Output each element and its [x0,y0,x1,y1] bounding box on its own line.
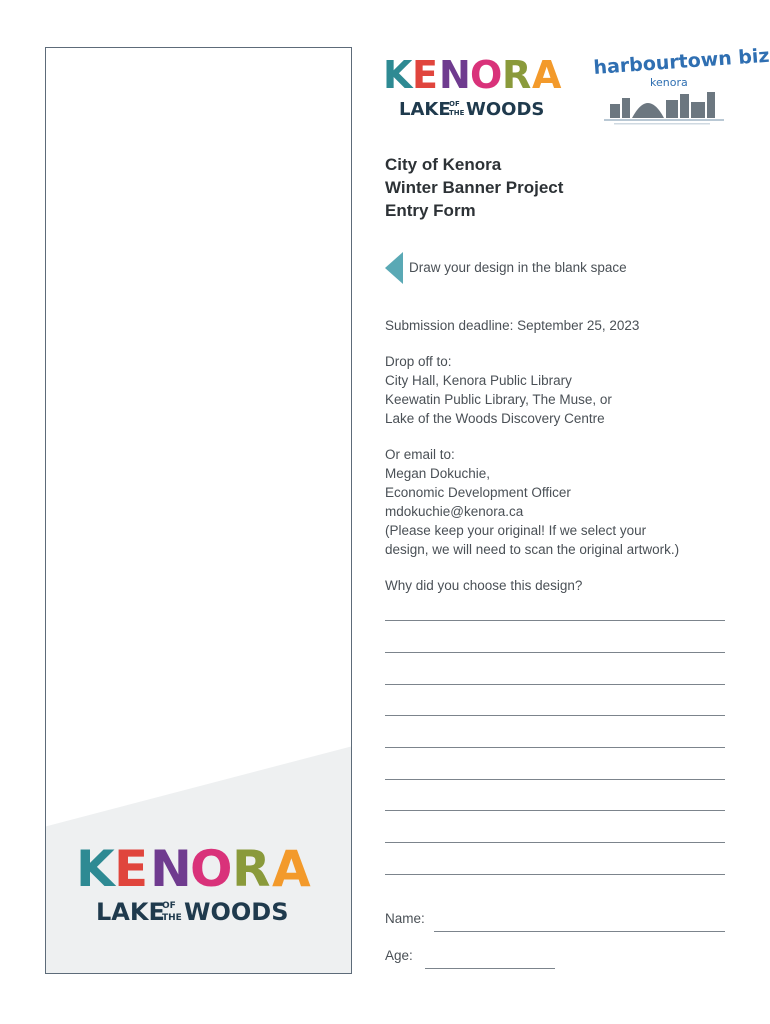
logo-woods-text: WOODS [184,898,289,926]
answer-line[interactable] [385,747,725,748]
question-text: Why did you choose this design? [385,578,583,593]
svg-text:A: A [272,840,311,898]
name-input-line[interactable] [434,931,725,932]
email-block [385,445,730,559]
answer-line[interactable] [385,779,725,780]
svg-text:E: E [412,53,438,97]
logo-the-text: THE [162,913,182,923]
svg-text:A: A [532,53,562,97]
banner-diagonal-background [46,48,351,973]
answer-line[interactable] [385,874,725,875]
svg-text:kenora: kenora [650,76,688,89]
contact-email: mdokuchie@kenora.ca [385,504,524,519]
contact-role: Economic Development Officer [385,485,571,500]
banner-drawing-area [45,47,352,974]
deadline-text: Submission deadline: September 25, 2023 [385,318,640,333]
answer-line[interactable] [385,652,725,653]
svg-text:OF: OF [449,100,460,108]
name-label: Name: [385,911,425,926]
svg-text:K: K [383,53,413,97]
answer-line[interactable] [385,684,725,685]
svg-text:WOODS: WOODS [466,99,545,120]
answer-line[interactable] [385,842,725,843]
svg-text:N: N [439,53,471,97]
svg-text:O: O [470,53,503,97]
dropoff-line-2: Keewatin Public Library, The Muse, or [385,392,612,407]
logo-of-text: OF [162,901,176,911]
note-line-2: design, we will need to scan the original artwork.) [385,542,680,557]
answer-line[interactable] [385,715,725,716]
title-line-1: City of Kenora [385,155,502,174]
svg-text:O: O [190,840,233,898]
svg-text:R: R [502,53,532,97]
svg-text:LAKE: LAKE [399,99,451,120]
left-arrow-icon [385,252,403,284]
svg-text:R: R [232,840,271,898]
dropoff-line-3: Lake of the Woods Discovery Centre [385,411,605,426]
harbourtown-biz-logo [590,44,770,128]
answer-line[interactable] [385,810,725,811]
instruction-callout [385,252,725,284]
svg-text:E: E [114,840,149,898]
svg-text:THE: THE [449,109,465,117]
dropoff-block [385,352,730,428]
kenora-lake-of-the-woods-logo [383,52,573,120]
question-block [385,576,730,595]
contact-name: Megan Dokuchie, [385,466,491,481]
age-input-line[interactable] [425,968,555,969]
note-line-1: (Please keep your original! If we select your [385,523,647,538]
title-line-2: Winter Banner Project [385,178,564,197]
svg-text:K: K [76,840,115,898]
age-label: Age: [385,948,413,963]
kenora-lake-of-the-woods-logo-large [76,838,326,928]
title-line-3: Entry Form [385,201,476,220]
form-title [385,153,725,222]
answer-line[interactable] [385,620,725,621]
svg-text:N: N [150,840,192,898]
dropoff-line-1: City Hall, Kenora Public Library [385,373,572,388]
svg-text:harbourtown biz: harbourtown biz [592,44,770,79]
dropoff-heading: Drop off to: [385,354,452,369]
email-heading: Or email to: [385,447,455,462]
deadline-block [385,316,730,335]
skyline-icon [610,92,715,118]
instruction-text: Draw your design in the blank space [409,260,627,275]
logo-lake-text: LAKE [96,898,165,926]
